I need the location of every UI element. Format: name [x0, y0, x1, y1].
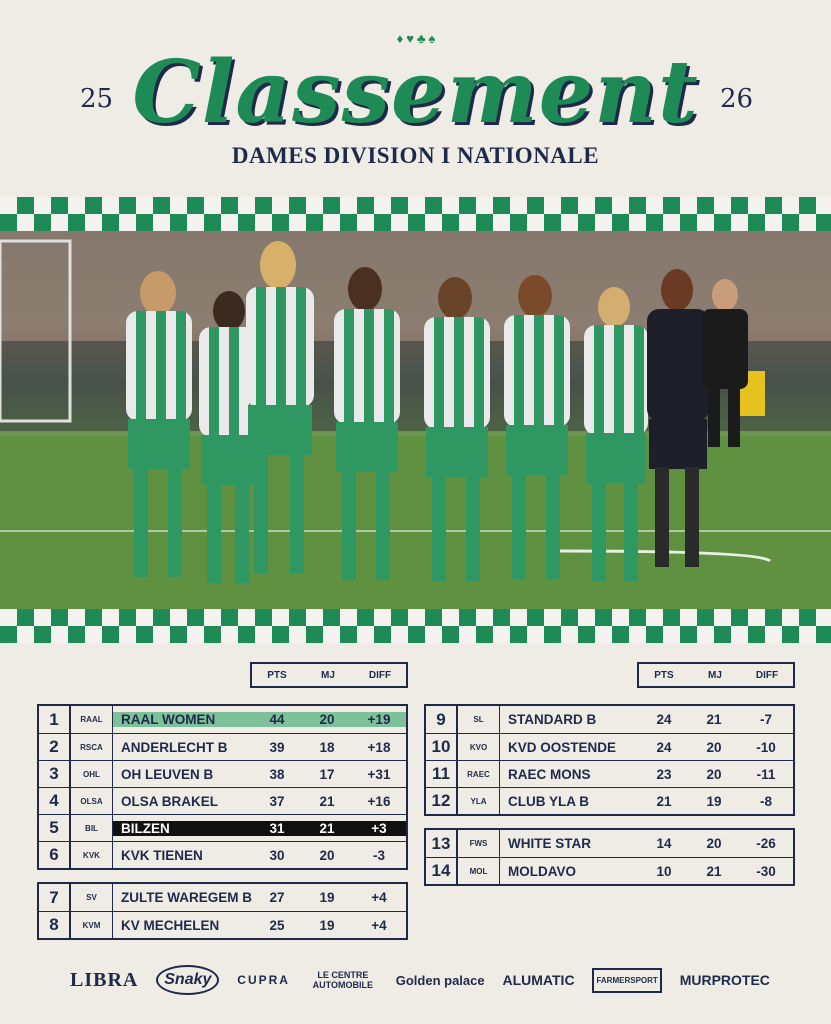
standings-table-right-top [424, 704, 795, 816]
points-cell: 14 [656, 836, 672, 851]
mj-header: MJ [321, 669, 335, 681]
standings-row [39, 733, 406, 760]
rank-cell: 3 [39, 761, 71, 787]
goal-difference-cell: -26 [756, 836, 776, 851]
row-cells [500, 858, 793, 884]
goal-difference-cell: +19 [352, 712, 406, 727]
club-logo: MOL [458, 858, 500, 884]
sponsor-le-centre-automobile: LE CENTRE AUTOMOBILE [312, 970, 374, 990]
standings-row [426, 733, 793, 760]
goal-difference-cell: +16 [367, 793, 391, 809]
club-logo: OHL [71, 761, 113, 787]
page-subtitle: DAMES DIVISION I NATIONALE [231, 143, 600, 168]
sponsor-cupra: CUPRA [237, 973, 290, 987]
points-cell: 10 [656, 863, 672, 879]
goal-difference-cell: +18 [367, 739, 391, 755]
team-name: KVK TIENEN [121, 847, 203, 863]
row-cells [113, 761, 406, 787]
standings-row [39, 884, 406, 911]
club-logo: FWS [458, 830, 500, 857]
points-cell: 31 [252, 821, 302, 836]
matches-played-cell: 19 [319, 917, 335, 933]
page-title: Classement [132, 42, 699, 143]
rank-cell: 1 [39, 706, 71, 733]
checker-band-bottom [0, 609, 831, 643]
goal-difference-cell: +31 [367, 766, 391, 782]
team-name: OH LEUVEN B [121, 766, 214, 782]
sponsor-alumatic: ALUMATIC [502, 972, 575, 988]
team-name: MOLDAVO [508, 863, 576, 879]
team-name: KV MECHELEN [121, 917, 220, 933]
goal-difference-cell: -10 [756, 739, 776, 755]
goal-difference-cell: +4 [371, 917, 387, 933]
rank-cell: 6 [39, 842, 71, 868]
points-cell: 21 [656, 793, 672, 809]
rank-cell: 10 [426, 734, 458, 760]
matches-played-cell: 20 [706, 836, 722, 851]
sponsor-farmersport: FARMERSPORT [592, 968, 661, 993]
standings-row [426, 706, 793, 733]
rank-cell: 4 [39, 788, 71, 814]
points-cell: 23 [656, 766, 672, 782]
player [240, 241, 320, 591]
team-photo [0, 231, 831, 609]
matches-played-cell: 21 [302, 821, 352, 836]
row-cells [500, 706, 793, 733]
standings-row [39, 841, 406, 868]
club-logo: RAEC [458, 761, 500, 787]
row-cells [113, 815, 406, 841]
points-cell: 27 [269, 890, 285, 905]
club-logo: BIL [71, 815, 113, 841]
points-cell: 30 [269, 847, 285, 863]
goal-difference-cell: +4 [371, 890, 387, 905]
matches-played-cell: 20 [319, 847, 335, 863]
player [500, 275, 580, 585]
sponsor-libra: LIBRA [70, 968, 139, 991]
standings-row [426, 830, 793, 857]
rank-cell: 8 [39, 912, 71, 938]
rank-cell: 5 [39, 815, 71, 841]
standings-table-left-top [37, 704, 408, 870]
points-cell: 24 [656, 712, 672, 727]
goal-difference-cell: -7 [759, 712, 772, 727]
spade-icon: ♠ [428, 31, 436, 46]
team-name: OLSA BRAKEL [121, 793, 218, 809]
rank-cell: 14 [426, 858, 458, 884]
standings-row [39, 787, 406, 814]
standings-row [39, 706, 406, 733]
row-cells [113, 734, 406, 760]
matches-played-cell: 20 [302, 712, 352, 727]
goal-difference-cell: -11 [756, 766, 776, 782]
sponsor-murprotec: MURPROTEC [679, 972, 770, 988]
rank-cell: 9 [426, 706, 458, 733]
points-cell: 44 [252, 712, 302, 727]
team-name: CLUB YLA B [508, 793, 589, 809]
season-start-year: 25 [80, 84, 114, 114]
club-icon: ♣ [416, 31, 426, 46]
season-end-year: 26 [720, 84, 754, 114]
row-cells [500, 788, 793, 814]
standings-row [39, 911, 406, 938]
mj-header: MJ [708, 669, 722, 681]
team-name: ANDERLECHT B [121, 739, 228, 755]
matches-played-cell: 20 [706, 766, 722, 782]
checker-band-top [0, 197, 831, 231]
right-table-header [637, 662, 795, 688]
player [420, 277, 500, 587]
team-name: ZULTE WAREGEM B [121, 890, 252, 905]
sponsor-golden-palace: Golden palace [395, 972, 485, 988]
matches-played-cell: 19 [319, 890, 335, 905]
club-logo: SV [71, 884, 113, 911]
club-logo: KVK [71, 842, 113, 868]
matches-played-cell: 21 [706, 863, 722, 879]
referee [700, 279, 750, 459]
row-cells [500, 734, 793, 760]
team-name: WHITE STAR [508, 836, 591, 851]
team-name: RAEC MONS [508, 766, 591, 782]
club-logo: SL [458, 706, 500, 733]
points-cell: 38 [269, 766, 285, 782]
points-cell: 25 [269, 917, 285, 933]
club-logo: RSCA [71, 734, 113, 760]
standings-table-left-bottom [37, 882, 408, 940]
pts-header: PTS [267, 669, 287, 681]
row-cells [500, 830, 793, 857]
standings-table-right-bottom [424, 828, 795, 886]
goal-difference-cell: -8 [759, 793, 772, 809]
rank-cell: 11 [426, 761, 458, 787]
standings-row [426, 760, 793, 787]
row-cells [113, 912, 406, 938]
team-name: STANDARD B [508, 712, 597, 727]
points-cell: 37 [269, 793, 285, 809]
matches-played-cell: 19 [706, 793, 722, 809]
matches-played-cell: 21 [706, 712, 722, 727]
sponsor-bar [70, 960, 770, 1000]
club-logo: OLSA [71, 788, 113, 814]
standings-row [426, 787, 793, 814]
left-table-header [250, 662, 408, 688]
row-cells [113, 842, 406, 868]
standings-row [39, 760, 406, 787]
player [120, 271, 200, 591]
diamond-icon: ♦ [396, 31, 404, 46]
row-cells [113, 884, 406, 911]
club-logo: KVM [71, 912, 113, 938]
diff-header: DIFF [368, 669, 392, 681]
row-cells [113, 706, 406, 733]
rank-cell: 12 [426, 788, 458, 814]
rank-cell: 13 [426, 830, 458, 857]
standings-row [39, 814, 406, 841]
goal-difference-cell: +3 [352, 821, 406, 836]
matches-played-cell: 17 [319, 766, 335, 782]
heart-icon: ♥ [406, 31, 414, 46]
points-cell: 24 [656, 739, 672, 755]
row-cells [113, 788, 406, 814]
rank-cell: 7 [39, 884, 71, 911]
row-cells [500, 761, 793, 787]
sponsor-snaky: Snaky [156, 965, 219, 995]
rank-cell: 2 [39, 734, 71, 760]
goal-difference-cell: -30 [756, 863, 776, 879]
team-name: BILZEN [113, 821, 252, 836]
diff-header: DIFF [755, 669, 779, 681]
team-name: RAAL WOMEN [113, 712, 252, 727]
matches-played-cell: 21 [319, 793, 335, 809]
team-name: KVD OOSTENDE [508, 739, 617, 755]
matches-played-cell: 20 [706, 739, 722, 755]
club-logo: YLA [458, 788, 500, 814]
pts-header: PTS [654, 669, 674, 681]
goal-difference-cell: -3 [372, 847, 385, 863]
club-logo: KVO [458, 734, 500, 760]
player [330, 267, 410, 587]
matches-played-cell: 18 [319, 739, 335, 755]
club-logo: RAAL [71, 706, 113, 733]
points-cell: 39 [269, 739, 285, 755]
standings-row [426, 857, 793, 884]
